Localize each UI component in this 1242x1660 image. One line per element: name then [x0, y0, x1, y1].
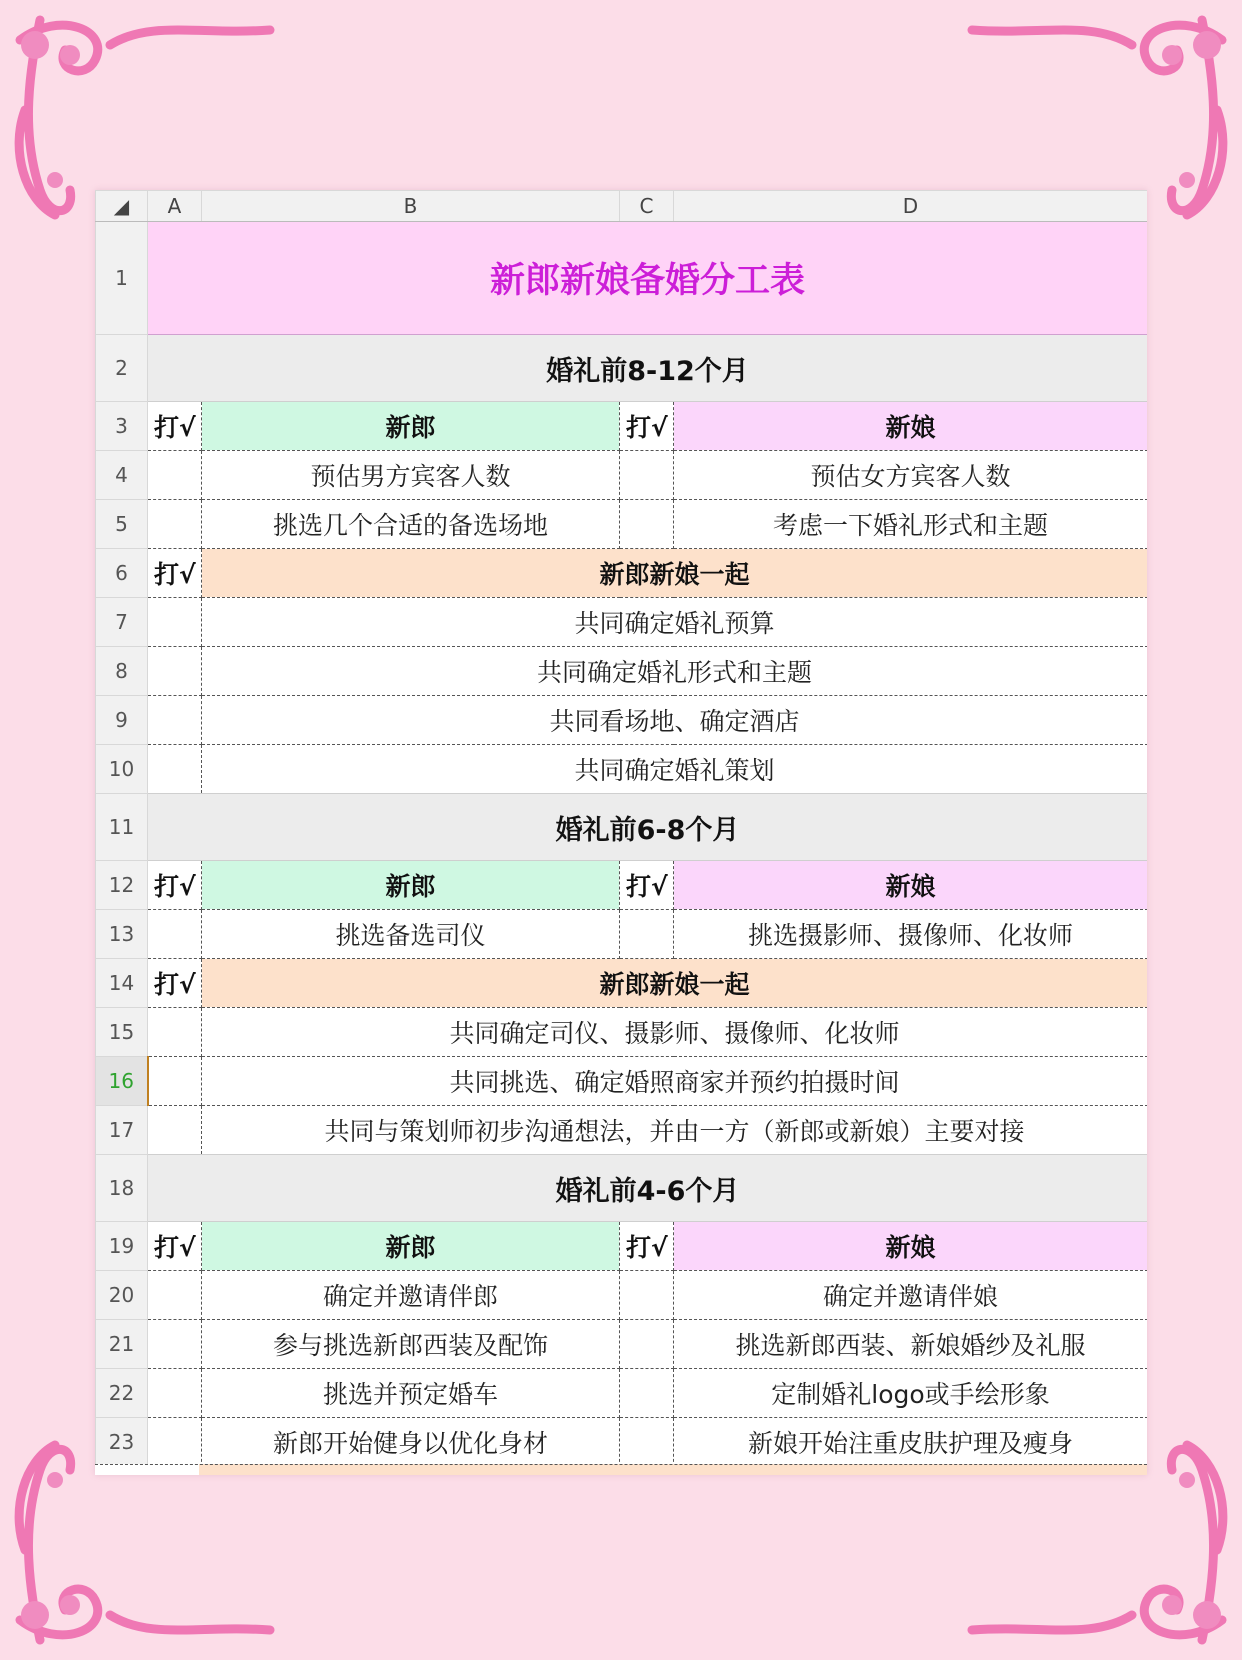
role-header-row [96, 861, 1148, 910]
task-row [96, 451, 1148, 500]
row-header[interactable]: 20 [96, 1271, 148, 1320]
bride-task-cell[interactable]: 定制婚礼logo或手绘形象 [674, 1369, 1148, 1418]
row-header[interactable]: 22 [96, 1369, 148, 1418]
groom-task-cell[interactable]: 挑选备选司仪 [202, 910, 620, 959]
task-row [96, 500, 1148, 549]
task-row [96, 1008, 1148, 1057]
column-header-row [96, 191, 1148, 222]
row-header[interactable]: 21 [96, 1320, 148, 1369]
role-header-row [96, 402, 1148, 451]
next-row-peek [95, 1464, 1147, 1475]
checkbox-cell[interactable] [148, 1418, 202, 1467]
role-header-row [96, 1222, 1148, 1271]
task-row [96, 647, 1148, 696]
row-header-active[interactable]: 16 [96, 1057, 148, 1106]
bride-task-cell[interactable]: 挑选摄影师、摄像师、化妆师 [674, 910, 1148, 959]
bride-header[interactable]: 新娘 [674, 1222, 1148, 1271]
groom-task-cell[interactable]: 参与挑选新郎西装及配饰 [202, 1320, 620, 1369]
joint-task-cell[interactable]: 共同与策划师初步沟通想法，并由一方（新郎或新娘）主要对接 [202, 1106, 1148, 1155]
check-header[interactable]: 打√ [148, 1222, 202, 1271]
row-header[interactable]: 10 [96, 745, 148, 794]
sheet-title[interactable]: 新郎新娘备婚分工表 [148, 222, 1148, 335]
joint-task-cell[interactable]: 共同确定司仪、摄影师、摄像师、化妆师 [202, 1008, 1148, 1057]
bride-task-cell[interactable]: 考虑一下婚礼形式和主题 [674, 500, 1148, 549]
bride-task-cell[interactable]: 新娘开始注重皮肤护理及瘦身 [674, 1418, 1148, 1467]
row-header[interactable]: 1 [96, 222, 148, 335]
bride-task-cell[interactable]: 预估女方宾客人数 [674, 451, 1148, 500]
row-header[interactable]: 7 [96, 598, 148, 647]
row-header[interactable]: 14 [96, 959, 148, 1008]
bride-header[interactable]: 新娘 [674, 402, 1148, 451]
check-header[interactable]: 打√ [148, 861, 202, 910]
task-row [96, 1057, 1148, 1106]
check-header[interactable]: 打√ [620, 1222, 674, 1271]
groom-header[interactable]: 新郎 [202, 1222, 620, 1271]
checkbox-cell[interactable] [620, 500, 674, 549]
checkbox-cell[interactable] [148, 696, 202, 745]
checkbox-cell[interactable] [620, 1418, 674, 1467]
row-header[interactable]: 9 [96, 696, 148, 745]
groom-header[interactable]: 新郎 [202, 861, 620, 910]
checkbox-cell[interactable] [148, 745, 202, 794]
checkbox-cell[interactable] [148, 1271, 202, 1320]
checkbox-cell[interactable] [620, 1320, 674, 1369]
joint-task-cell[interactable]: 共同确定婚礼预算 [202, 598, 1148, 647]
section-row [96, 794, 1148, 861]
task-row [96, 598, 1148, 647]
bride-task-cell[interactable]: 挑选新郎西装、新娘婚纱及礼服 [674, 1320, 1148, 1369]
section-heading[interactable]: 婚礼前8-12个月 [148, 335, 1148, 402]
task-row [96, 745, 1148, 794]
row-header[interactable]: 11 [96, 794, 148, 861]
column-header-b[interactable]: B [202, 191, 620, 222]
checkbox-cell[interactable] [148, 1369, 202, 1418]
checkbox-cell[interactable] [148, 1106, 202, 1155]
select-all-corner[interactable]: ◢ [96, 191, 148, 222]
section-row [96, 1155, 1148, 1222]
groom-header[interactable]: 新郎 [202, 402, 620, 451]
row-header[interactable]: 17 [96, 1106, 148, 1155]
section-row [96, 335, 1148, 402]
row-header[interactable]: 3 [96, 402, 148, 451]
checkbox-cell[interactable] [148, 1008, 202, 1057]
row-header[interactable]: 8 [96, 647, 148, 696]
row-header[interactable]: 15 [96, 1008, 148, 1057]
together-header[interactable]: 新郎新娘一起 [202, 959, 1148, 1008]
groom-task-cell[interactable]: 确定并邀请伴郎 [202, 1271, 620, 1320]
task-row [96, 1320, 1148, 1369]
checkbox-cell[interactable] [148, 598, 202, 647]
checkbox-cell[interactable] [148, 1320, 202, 1369]
row-header[interactable]: 13 [96, 910, 148, 959]
bride-task-cell[interactable]: 确定并邀请伴娘 [674, 1271, 1148, 1320]
groom-task-cell[interactable]: 新郎开始健身以优化身材 [202, 1418, 620, 1467]
checkbox-cell[interactable] [148, 1057, 202, 1106]
section-heading[interactable]: 婚礼前4-6个月 [148, 1155, 1148, 1222]
row-header[interactable]: 23 [96, 1418, 148, 1467]
checkbox-cell[interactable] [620, 451, 674, 500]
groom-task-cell[interactable]: 挑选并预定婚车 [202, 1369, 620, 1418]
check-header[interactable]: 打√ [148, 402, 202, 451]
row-header[interactable]: 6 [96, 549, 148, 598]
checkbox-cell[interactable] [620, 1271, 674, 1320]
column-header-c[interactable]: C [620, 191, 674, 222]
task-row [96, 696, 1148, 745]
bride-header[interactable]: 新娘 [674, 861, 1148, 910]
column-header-a[interactable]: A [148, 191, 202, 222]
checkbox-cell[interactable] [148, 647, 202, 696]
task-row [96, 1418, 1148, 1467]
row-header[interactable]: 5 [96, 500, 148, 549]
checkbox-cell[interactable] [620, 1369, 674, 1418]
column-header-d[interactable]: D [674, 191, 1148, 222]
checkbox-cell[interactable] [620, 910, 674, 959]
row-header[interactable]: 2 [96, 335, 148, 402]
groom-task-cell[interactable]: 挑选几个合适的备选场地 [202, 500, 620, 549]
wedding-task-table [95, 190, 1147, 1467]
checkbox-cell[interactable] [148, 500, 202, 549]
section-heading[interactable]: 婚礼前6-8个月 [148, 794, 1148, 861]
task-row [96, 1369, 1148, 1418]
task-row [96, 910, 1148, 959]
row-header[interactable]: 18 [96, 1155, 148, 1222]
groom-task-cell[interactable]: 预估男方宾客人数 [202, 451, 620, 500]
task-row [96, 1106, 1148, 1155]
checkbox-cell[interactable] [148, 451, 202, 500]
joint-task-cell[interactable]: 共同确定婚礼形式和主题 [202, 647, 1148, 696]
check-header[interactable]: 打√ [620, 402, 674, 451]
joint-task-cell[interactable]: 共同确定婚礼策划 [202, 745, 1148, 794]
together-header-row [96, 959, 1148, 1008]
row-header[interactable]: 4 [96, 451, 148, 500]
title-row [96, 222, 1148, 335]
spreadsheet [95, 190, 1147, 1475]
row-header[interactable]: 19 [96, 1222, 148, 1271]
joint-task-cell[interactable]: 共同看场地、确定酒店 [202, 696, 1148, 745]
together-header-row [96, 549, 1148, 598]
check-header[interactable]: 打√ [148, 959, 202, 1008]
check-header[interactable]: 打√ [148, 549, 202, 598]
row-header[interactable]: 12 [96, 861, 148, 910]
task-row [96, 1271, 1148, 1320]
checkbox-cell[interactable] [148, 910, 202, 959]
check-header[interactable]: 打√ [620, 861, 674, 910]
joint-task-cell[interactable]: 共同挑选、确定婚照商家并预约拍摄时间 [202, 1057, 1148, 1106]
together-header[interactable]: 新郎新娘一起 [202, 549, 1148, 598]
